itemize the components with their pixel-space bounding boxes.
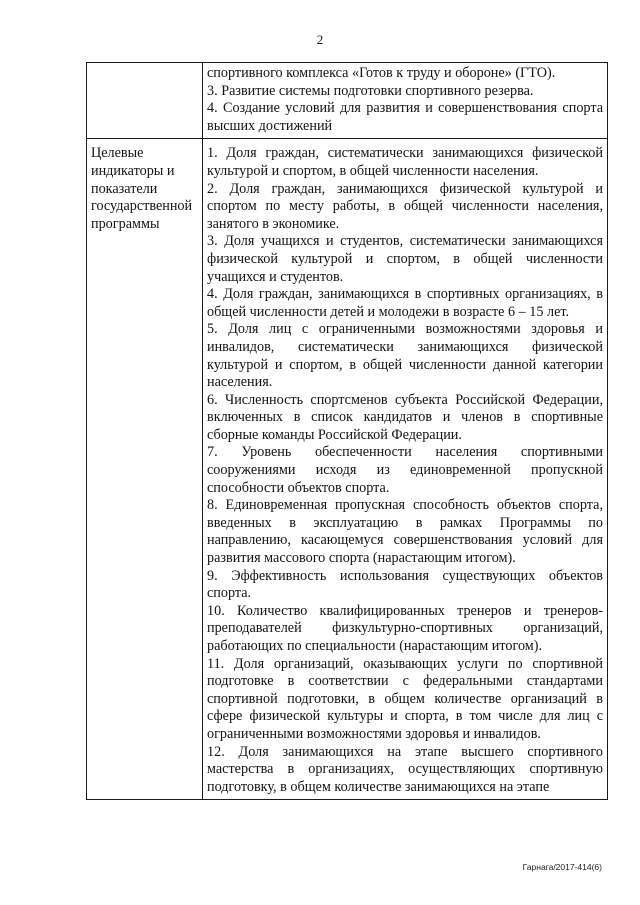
list-item: 1. Доля граждан, систематически занимающихся физической культурой и спортом, в общей численности населения.	[207, 145, 603, 179]
row2-right-cell	[203, 139, 608, 800]
list-item: 10. Количество квалифицированных тренеров и тренеров-преподавателей физкультурно-спортивных организаций, работающих по специальности (нарастающим итогом).	[207, 602, 603, 654]
list-item: 4. Доля граждан, занимающихся в спортивных организациях, в общей численности детей и молодежи в возрасте 6 – 15 лет.	[207, 286, 603, 320]
table-row	[87, 139, 608, 800]
list-item: 12. Доля занимающихся на этапе высшего спортивного мастерства в организациях, осуществляющих спортивную подготовку, в общем количестве занимающихся на этапе	[207, 743, 603, 795]
page-number: 2	[316, 32, 324, 47]
row1-left-cell	[87, 63, 203, 139]
row1-right-cell	[203, 63, 608, 139]
list-item: 6. Численность спортсменов субъекта Российской Федерации, включенных в список кандидатов и членов в спортивные сборные команды Российской Федерации.	[207, 391, 603, 443]
list-item: спортивного комплекса «Готов к труду и обороне» (ГТО).	[207, 65, 556, 81]
list-item: 2. Доля граждан, занимающихся физической культурой и спортом по месту работы, в общей численности населения, занятого в экономике.	[207, 180, 603, 232]
list-item: 8. Единовременная пропускная способность объектов спорта, введенных в эксплуатацию в рамках Программы по направлению, касающемуся совершенствования условий для развития массового спорта (нарастающим итогом).	[207, 497, 603, 567]
list-item: 3. Развитие системы подготовки спортивного резерва.	[207, 82, 534, 99]
row-label-target-indicators: Целевые индикаторы и показатели государственной программы	[87, 139, 203, 800]
list-item: 5. Доля лиц с ограниченными возможностями здоровья и инвалидов, систематически занимающихся физической культурой и спортом, в общей численности данной категории населения.	[207, 321, 603, 391]
list-item: 4. Создание условий для развития и совершенствования спорта высших достижений	[207, 100, 603, 134]
list-item: 7. Уровень обеспеченности населения спортивными сооружениями исходя из единовременной пропускной способности объектов спорта.	[207, 444, 603, 496]
program-passport-table	[86, 62, 608, 800]
document-code: Гарнага/2017-414(6)	[522, 862, 602, 872]
list-item: 9. Эффективность использования существующих объектов спорта.	[207, 567, 603, 602]
table-row	[87, 63, 608, 139]
list-item: 11. Доля организаций, оказывающих услуги по спортивной подготовке в соответствии с федеральными стандартами спортивной подготовки, в общем количестве организаций в сфере физической культуры и спорта, в том числе для лиц с ограниченными возможностями здоровья и инвалидов.	[207, 655, 603, 742]
list-item: 3. Доля учащихся и студентов, систематически занимающихся физической культурой и спортом, в общей численности учащихся и студентов.	[207, 233, 603, 285]
